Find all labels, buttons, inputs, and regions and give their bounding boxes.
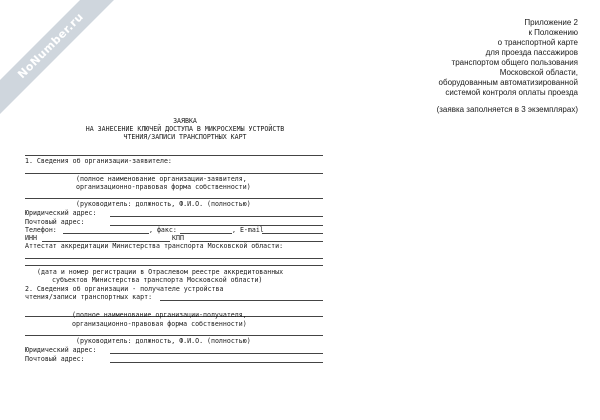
fax-label: , факс: xyxy=(149,226,177,234)
appendix-line: Московской области, xyxy=(499,68,578,77)
kpp-label: КПП xyxy=(172,234,184,242)
appendix-line: системой контроля оплаты проезда xyxy=(445,88,578,97)
appendix-line: о транспортной карте xyxy=(497,38,578,47)
hint-recv-name-2: организационно-правовая форма собственности) xyxy=(72,320,247,328)
legal-address-field[interactable] xyxy=(110,216,323,217)
recv-head-field[interactable] xyxy=(25,335,323,336)
attestat-label: Аттестат аккредитации Министерства транспорта Московской области: xyxy=(25,242,284,250)
postal-address-label: Почтовый адрес: xyxy=(25,218,85,226)
section-2-field[interactable] xyxy=(160,300,323,301)
section-1-heading: 1. Сведения об организации-заявителе: xyxy=(25,157,172,165)
phone-label: Телефон: xyxy=(25,226,57,234)
hint-head: (руководитель: должность, Ф.И.О. (полностью) xyxy=(76,200,251,208)
hint-registration-2: субъектов Министерства транспорта Московской области) xyxy=(52,276,263,284)
appendix-line: оборудованным автоматизированной xyxy=(438,78,578,87)
appendix-line: Приложение 2 xyxy=(524,18,578,27)
appendix-line: к Положению xyxy=(528,28,578,37)
legal-address-label-2: Юридический адрес: xyxy=(25,346,97,354)
document-title xyxy=(40,117,330,141)
section-2-heading-cont: чтения/записи транспортных карт: xyxy=(25,293,153,301)
rule xyxy=(25,155,323,156)
title-line-3: ЧТЕНИЯ/ЗАПИСИ ТРАНСПОРТНЫХ КАРТ xyxy=(123,133,247,141)
legal-address-field-2[interactable] xyxy=(110,353,323,354)
head-field[interactable] xyxy=(25,198,323,199)
email-label: , E-mail xyxy=(232,226,264,234)
phone-field[interactable] xyxy=(63,233,149,234)
appendix-note: (заявка заполняется в 3 экземплярах) xyxy=(436,105,578,114)
inn-label: ИНН xyxy=(25,234,37,242)
hint-org-name-1: (полное наименование организации-заявителя, xyxy=(76,175,247,183)
appendix-header xyxy=(437,18,578,115)
org-name-field[interactable] xyxy=(25,173,323,174)
section-2-heading: 2. Сведения об организации - получателе устройства xyxy=(25,285,224,293)
postal-address-field-2[interactable] xyxy=(110,362,323,363)
appendix-line: для проезда пассажиров xyxy=(485,48,578,57)
hint-recv-name-1: (полное наименование организации-получателя, xyxy=(72,311,247,319)
fax-field[interactable] xyxy=(180,233,232,234)
email-field[interactable] xyxy=(262,233,323,234)
legal-address-label: Юридический адрес: xyxy=(25,209,97,217)
hint-org-name-2: организационно-правовая форма собственности) xyxy=(76,183,251,191)
hint-head-2: (руководитель: должность, Ф.И.О. (полностью) xyxy=(76,337,251,345)
title-line-1: ЗАЯВКА xyxy=(173,117,197,125)
postal-address-label-2: Почтовый адрес: xyxy=(25,355,85,363)
title-line-2: НА ЗАНЕСЕНИЕ КЛЮЧЕЙ ДОСТУПА В МИКРОСХЕМЫ УСТРОЙСТВ xyxy=(85,125,285,133)
watermark: NoNumber.ru xyxy=(0,0,120,115)
attestat-field-2[interactable] xyxy=(25,265,323,266)
attestat-field-1[interactable] xyxy=(25,258,323,259)
postal-address-field[interactable] xyxy=(110,225,323,226)
hint-registration-1: (дата и номер регистрации в Отраслевом реестре аккредитованных xyxy=(37,268,284,276)
appendix-line: транспортом общего пользования xyxy=(451,58,578,67)
